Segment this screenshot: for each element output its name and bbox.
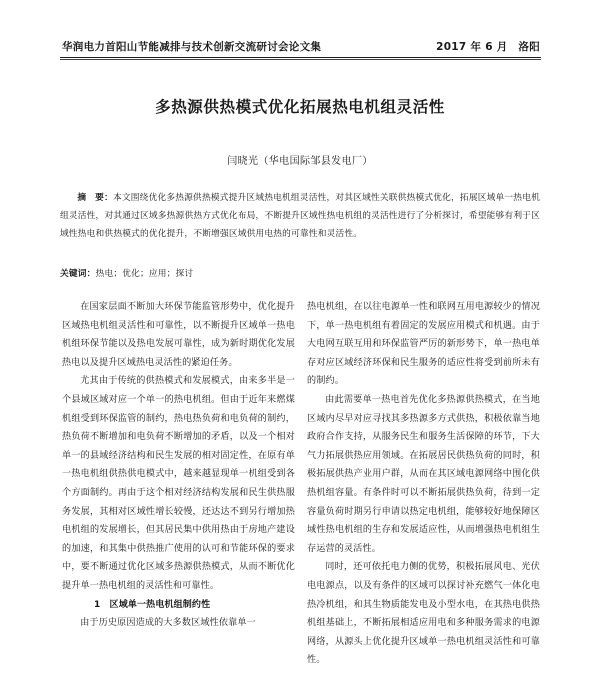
header-rule — [60, 57, 541, 58]
keywords-label: 关键词： — [60, 269, 96, 279]
abstract-text: 本文围绕优化多热源供热模式提升区域热电机组灵活性，对其区域性关联供热模式优化，拓展区域单一热电机组灵活性，对其通过区域多热源供热方式优化布局，不断提升区域性热电机组的灵活性进行了分析探讨，希望能够有利于区域性热电和供热模式的优化提升，不断增强区域供用电热的可靠性和灵活性。 — [60, 193, 540, 239]
abstract — [60, 189, 540, 243]
paragraph: 由此需要单一热电首先优化多热源供热模式，在当地区域内尽早对应寻找其多热源多方式供热，积极依靠当地政府合作支持，从服务民生和服务生活保障的环节，下大气力拓展供热应用领域。在拓展居民供热负荷的同时，积极拓展供热产业用户群，从而在其区域电源网络中围化供热机组容量。有条件时可以不断拓展供热负荷，待到一定容量负荷时期另行申请以热定电机组，能够较好地保障区域性热电机组的生存和发展适应性，从而增强热电机组生存运营的灵活性。 — [307, 394, 540, 554]
paragraph: 尤其由于传统的供热模式和发展模式，由来多半是一个县域区域对应一个单一的热电机组。但由于近年来燃煤机组受到环保监管的制约，热电热负荷和电负荷的制约，热负荷不断增加和电负荷不断增加的矛盾，以及一个相对单一的县域经济结构和民生发展的相对固定性，在原有单一热电机组供热供电模式中，越来越显现单一机组受到各个方面制约。再由于这个相对经济结构发展和民生供热服务发展，其相对区域性增长较慢，还达达不到另行增加热电机组的发展增长，但其居民集中供用热由于房地产建设的加速，和其集中供热推广使用的认可和节能环保的要求中，要不断通过优化区域多热源供热模式，从而不断优化提升单一热电机组的灵活性和可靠性。 — [62, 376, 295, 591]
abstract-label: 摘 要： — [77, 193, 113, 203]
keywords-text: 热电；优化；应用；探讨 — [95, 269, 194, 279]
running-header — [62, 39, 540, 54]
paragraph: 在国家层面不断加大环保节能监管形势中，优化提升区域热电机组灵活性和可靠性，以不断提升区域单一热电机组环保节能以及热电发展可靠性，成为新时期优化发展热电以及提升区域热电灵活性的紧迫任务。 — [62, 302, 295, 368]
paragraph: 由于历史原因造成的大多数区域性依靠单一 — [80, 618, 256, 629]
paper-title: 多热源供热模式优化拓展热电机组灵活性 — [155, 98, 445, 116]
left-column — [62, 298, 295, 633]
paragraph: 同时，还可依托电力侧的优势，积极拓展风电、光伏电电源点，以及有条件的区域可以探讨补充燃气一体化电热冷机组，和其生物质能发电及小型水电，在其热电供热机组基础上，不断拓展相适应用电和多种服务需求的电源网络，从源头上优化提升区域单一热电机组灵活性和可靠性。 — [307, 562, 540, 666]
author-line: 闫晓光（华电国际邹县发电厂） — [227, 156, 373, 167]
right-column — [307, 298, 540, 670]
keywords — [60, 265, 540, 283]
section-heading: 1 区域单一热电机组制约性 — [94, 599, 211, 610]
date-place: 2017 年 6 月 洛阳 — [436, 41, 540, 53]
header-rule-thin — [60, 59, 541, 60]
journal-name: 华润电力首阳山节能减排与技术创新交流研讨会论文集 — [62, 41, 322, 53]
paragraph-continued: 热电机组，在以往电源单一性和联网互用电源较少的情况下，单一热电机组有着固定的发展应用模式和机遇。由于大电网互联互用和环保监管严厉的新形势下，单一热电单存对应区域经济环保和民生服务的适应性将受到前所未有的制约。 — [307, 302, 540, 387]
